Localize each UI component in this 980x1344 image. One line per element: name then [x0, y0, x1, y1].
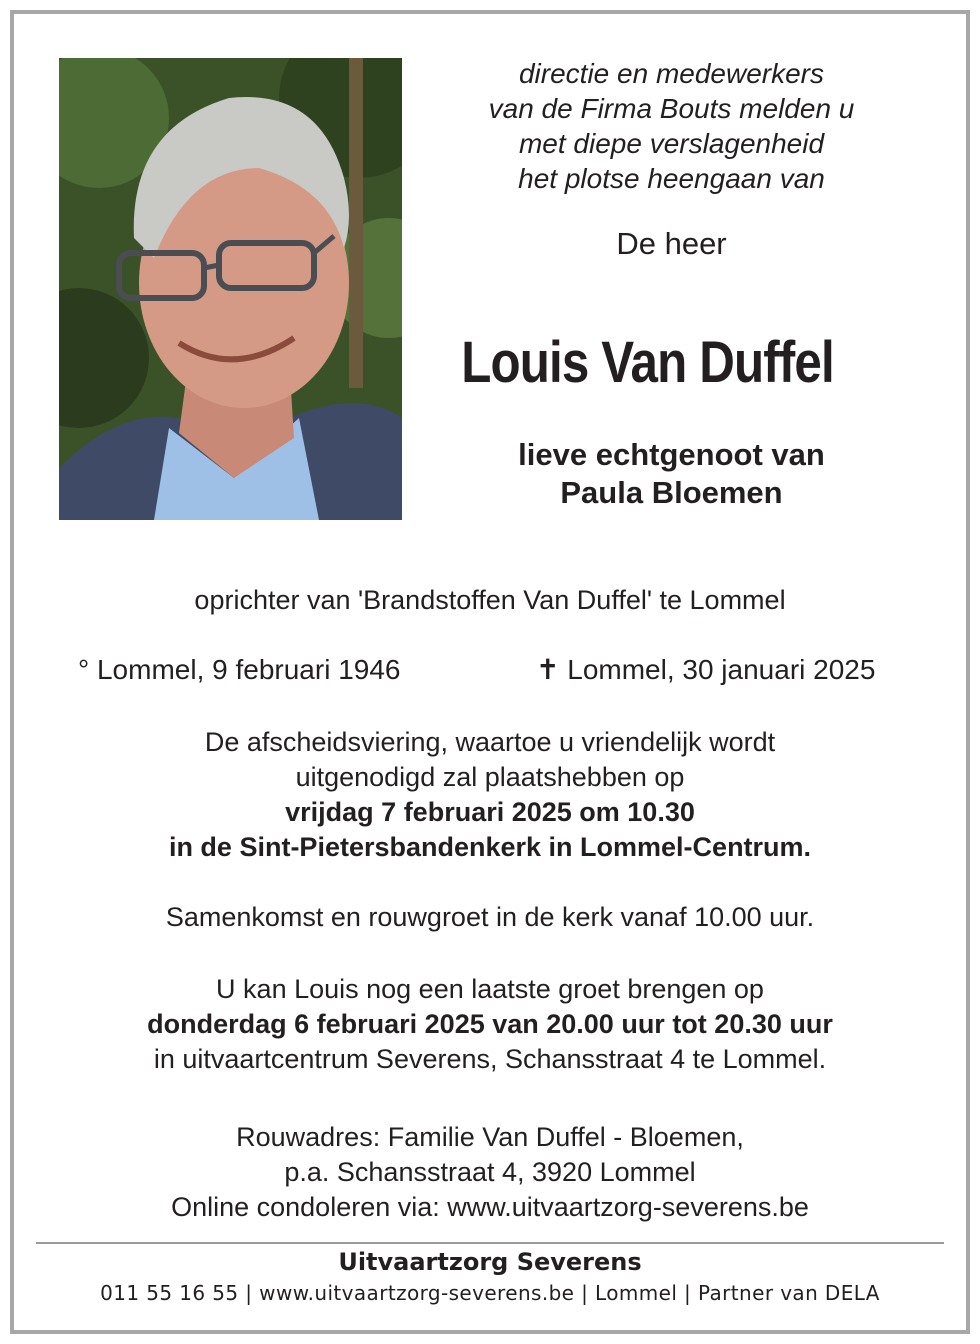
spouse-text: [440, 436, 903, 512]
intro-line: van de Firma Bouts melden u: [488, 93, 855, 124]
death-info: ✝ Lommel, 30 januari 2025: [536, 654, 876, 685]
address-line-1: Rouwadres: Familie Van Duffel - Bloemen,: [236, 1122, 744, 1152]
spouse-line-1: lieve echtgenoot van: [518, 437, 825, 472]
spouse-line-2: Paula Bloemen: [560, 475, 783, 510]
salutation: De heer: [616, 226, 727, 261]
address-line-2: p.a. Schansstraat 4, 3920 Lommel: [284, 1157, 696, 1187]
visit-line-1: U kan Louis nog een laatste groet brengen op: [216, 974, 764, 1004]
founder-text: oprichter van 'Brandstoffen Van Duffel' te Lommel: [194, 585, 786, 615]
intro-line: directie en medewerkers: [518, 58, 825, 89]
portrait-illustration: [59, 58, 402, 520]
intro-line: met diepe verslagenheid: [518, 128, 825, 159]
ceremony-info: [0, 725, 980, 865]
deceased-name: Louis Van Duffel: [461, 330, 834, 395]
footer-divider: [36, 1242, 944, 1244]
ceremony-line-1: De afscheidsviering, waartoe u vriendelijk wordt: [204, 727, 776, 757]
gathering-line: Samenkomst en rouwgroet in de kerk vanaf 10.00 uur.: [165, 902, 815, 932]
ceremony-location: in de Sint-Pietersbandenkerk in Lommel-Centrum.: [168, 832, 812, 862]
intro-line: het plotse heengaan van: [518, 163, 825, 194]
funeral-home-name: Uitvaartzorg Severens: [338, 1248, 642, 1276]
mourning-address: [0, 1120, 980, 1225]
visit-date: donderdag 6 februari 2025 van 20.00 uur tot 20.30 uur: [147, 1009, 833, 1039]
intro-text: [440, 56, 903, 196]
birth-info: ° Lommel, 9 februari 1946: [78, 654, 401, 685]
funeral-home-contact: 011 55 16 55 | www.uitvaartzorg-severens.be | Lommel | Partner van DELA: [100, 1281, 880, 1305]
gathering-info: [0, 900, 980, 935]
visit-location: in uitvaartcentrum Severens, Schansstraat 4 te Lommel.: [153, 1044, 827, 1074]
ceremony-line-2: uitgenodigd zal plaatshebben op: [295, 762, 685, 792]
portrait-photo: [59, 58, 402, 520]
address-line-3: Online condoleren via: www.uitvaartzorg-severens.be: [171, 1192, 809, 1222]
ceremony-date: vrijdag 7 februari 2025 om 10.30: [285, 797, 695, 827]
visit-info: [0, 972, 980, 1077]
